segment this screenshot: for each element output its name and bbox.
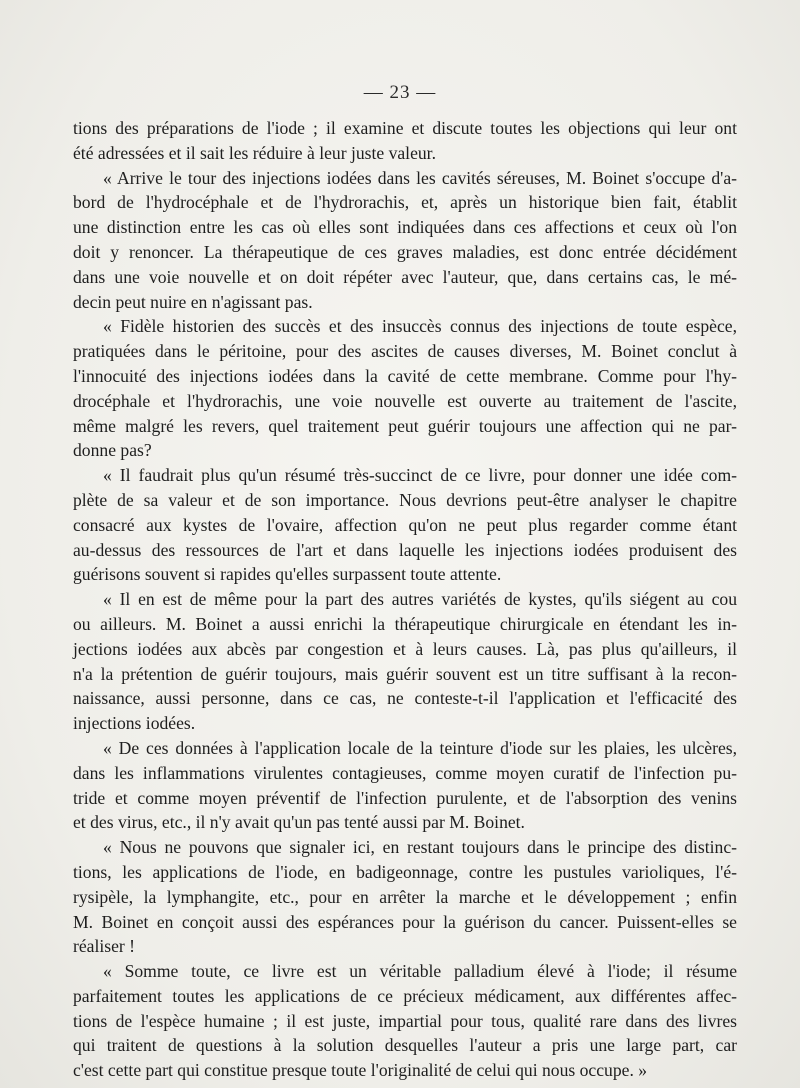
text-line: dans les inflammations virulentes contagieuses, comme moyen curatif de l'infection pu- bbox=[73, 762, 737, 783]
text-line: jections iodées aux abcès par congestion et à leurs causes. Là, pas plus qu'ailleurs, il bbox=[73, 638, 737, 659]
text-line: decin peut nuire en n'agissant pas. bbox=[73, 291, 313, 312]
text-line: tions de l'espèce humaine ; il est juste, impartial pour tous, qualité rare dans des livres bbox=[73, 1010, 737, 1031]
text-line: doit y renoncer. La thérapeutique de ces graves maladies, est donc entrée décidément bbox=[73, 241, 737, 262]
body-text bbox=[73, 116, 737, 1083]
text-line: naissance, aussi personne, dans ce cas, ne conteste-t-il l'application et l'efficacité des bbox=[73, 688, 737, 709]
text-line: injections iodées. bbox=[73, 713, 196, 734]
text-line: qui traitent de questions à la solution desquelles l'auteur a pris une large part, car bbox=[73, 1035, 737, 1056]
text-line: n'a la prétention de guérir toujours, mais guérir souvent est un titre suffisant à la recon- bbox=[73, 663, 737, 684]
text-line: drocéphale et l'hydrorachis, une voie nouvelle est ouverte au traitement de l'ascite, bbox=[73, 390, 737, 411]
text-line: tions, les applications de l'iode, en badigeonnage, contre les pustules varioliques, l'é- bbox=[73, 861, 737, 882]
text-line: guérisons souvent si rapides qu'elles surpassent toute attente. bbox=[73, 564, 502, 585]
text-line: tions des préparations de l'iode ; il examine et discute toutes les objections qui leur ont bbox=[73, 118, 737, 138]
text-line: réaliser ! bbox=[73, 936, 136, 957]
paragraph bbox=[73, 314, 737, 463]
paragraph bbox=[73, 736, 737, 835]
text-line: une distinction entre les cas où elles sont indiquées dans ces affections et ceux où l'on bbox=[73, 217, 737, 238]
text-line: au-dessus des ressources de l'art et dans laquelle les injections iodées produisent des bbox=[73, 539, 737, 560]
text-line: « Somme toute, ce livre est un véritable palladium élevé à l'iode; il résume bbox=[103, 961, 737, 982]
text-line: l'innocuité des injections iodées dans la cavité de cette membrane. Comme pour l'hy- bbox=[73, 365, 737, 386]
text-line: « Il faudrait plus qu'un résumé très-succinct de ce livre, pour donner une idée com- bbox=[103, 465, 737, 486]
text-line: pratiquées dans le péritoine, pour des ascites de causes diverses, M. Boinet conclut à bbox=[73, 341, 737, 362]
paragraph bbox=[73, 116, 737, 166]
page-number: — 23 — bbox=[363, 82, 437, 103]
text-line: été adressées et il sait les réduire à leur juste valeur. bbox=[73, 142, 436, 163]
text-line: même malgré les revers, quel traitement peut guérir toujours une affection qui ne par- bbox=[73, 415, 737, 436]
text-line: « Arrive le tour des injections iodées dans les cavités séreuses, M. Boinet s'occupe d'a- bbox=[103, 167, 737, 188]
text-line: ou ailleurs. M. Boinet a aussi enrichi la thérapeutique chirurgicale en étendant les in- bbox=[73, 613, 737, 634]
text-line: « Fidèle historien des succès et des insuccès connus des injections de toute espèce, bbox=[103, 316, 737, 337]
paragraph bbox=[73, 166, 737, 315]
text-line: c'est cette part qui constitue presque toute l'originalité de celui qui nous occupe. » bbox=[73, 1060, 648, 1081]
text-line: « De ces données à l'application locale de la teinture d'iode sur les plaies, les ulcères, bbox=[103, 737, 737, 758]
text-line: M. Boinet en conçoit aussi des espérances pour la guérison du cancer. Puissent-elles se bbox=[73, 911, 737, 932]
text-line: parfaitement toutes les applications de ce précieux médicament, aux différentes affec- bbox=[73, 985, 737, 1006]
text-line: rysipèle, la lymphangite, etc., pour en arrêter la marche et le développement ; enfin bbox=[73, 886, 737, 907]
text-line: donne pas? bbox=[73, 440, 152, 461]
text-line: bord de l'hydrocéphale et de l'hydrorachis, et, après un historique bien fait, établit bbox=[73, 192, 737, 213]
text-line: « Il en est de même pour la part des autres variétés de kystes, qu'ils siégent au cou bbox=[103, 589, 737, 610]
text-line: consacré aux kystes de l'ovaire, affection qu'on ne peut plus regarder comme étant bbox=[73, 514, 737, 535]
text-line: « Nous ne pouvons que signaler ici, en restant toujours dans le principe des distinc- bbox=[103, 837, 737, 858]
paragraph bbox=[73, 463, 737, 587]
paragraph bbox=[73, 959, 737, 1083]
text-line: plète de sa valeur et de son importance. Nous devrions peut-être analyser le chapitre bbox=[73, 489, 737, 510]
text-line: et des virus, etc., il n'y avait qu'un pas tenté aussi par M. Boinet. bbox=[73, 812, 525, 833]
paragraph bbox=[73, 587, 737, 736]
text-line: dans une voie nouvelle et on doit répéter avec l'auteur, que, dans certains cas, le mé- bbox=[73, 266, 737, 287]
text-line: tride et comme moyen préventif de l'infection purulente, et de l'absorption des venins bbox=[73, 787, 737, 808]
paragraph bbox=[73, 835, 737, 959]
